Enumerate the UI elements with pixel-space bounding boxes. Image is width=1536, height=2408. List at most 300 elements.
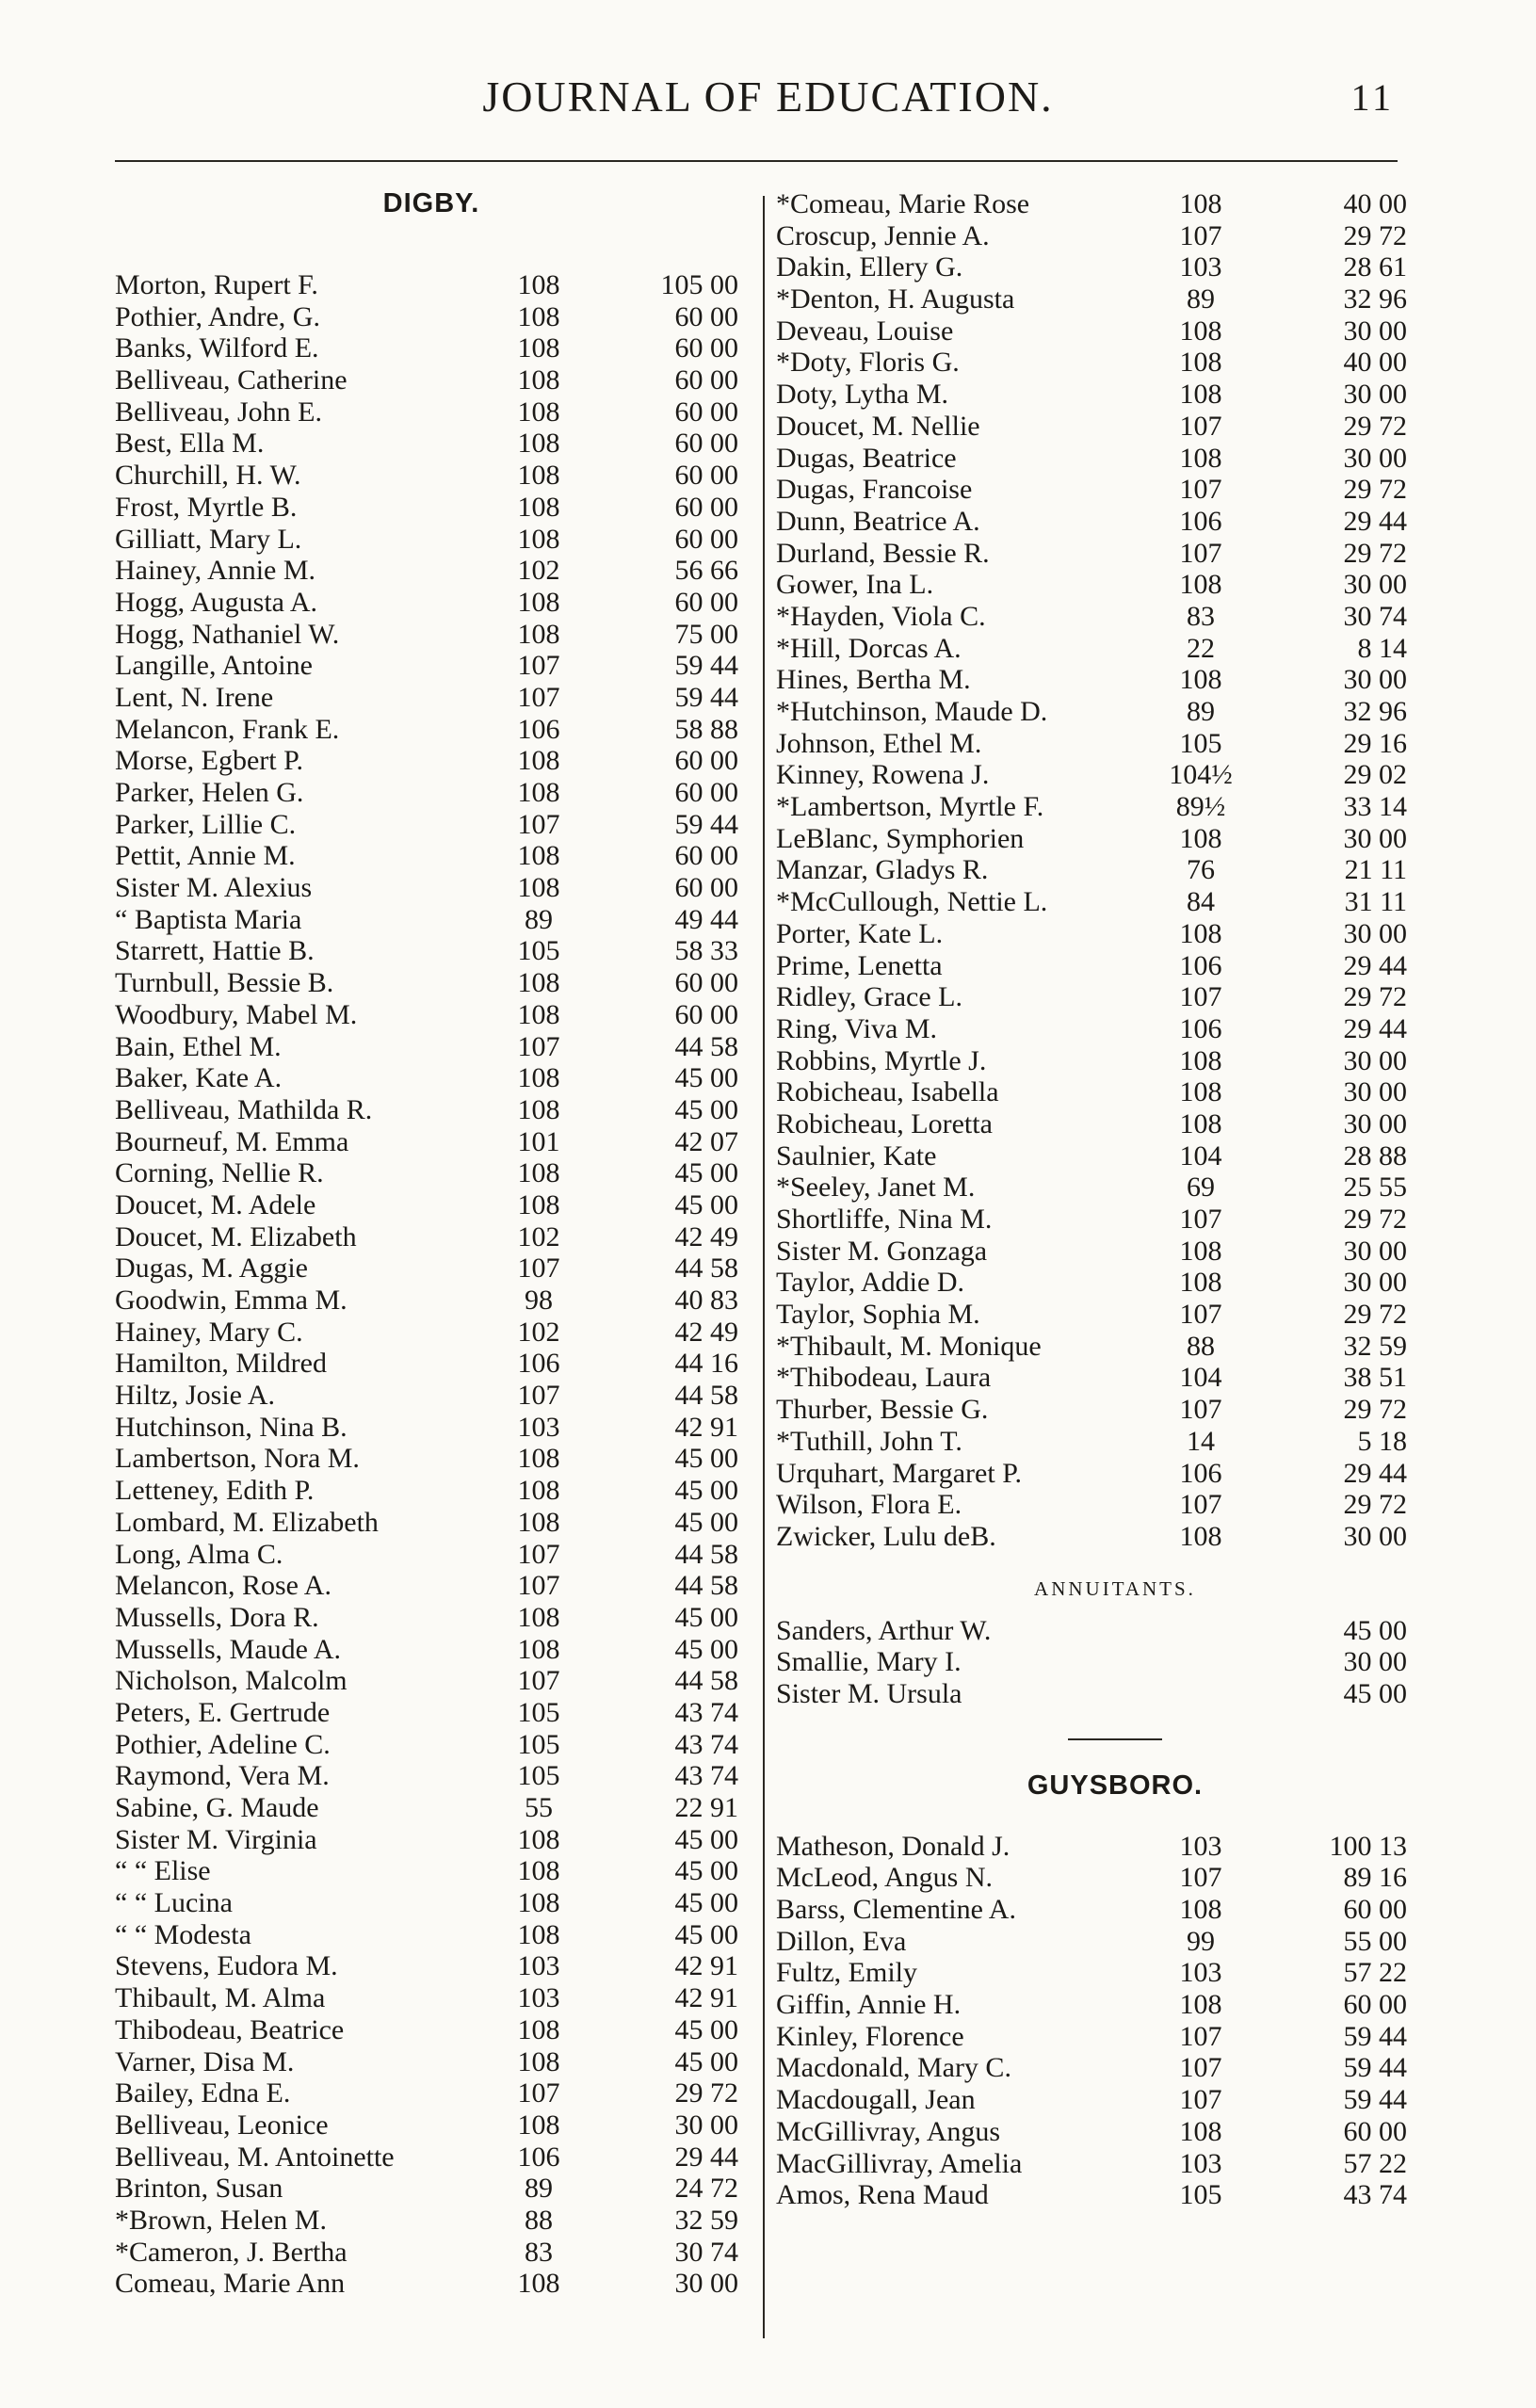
- teacher-name: Gower, Ina L.: [776, 569, 934, 601]
- list-item: [115, 904, 748, 936]
- days-taught: 108: [517, 1633, 560, 1665]
- grant-amount: 40 00: [1343, 188, 1407, 219]
- grant-amount: 5 18: [1357, 1425, 1407, 1457]
- list-item: [115, 555, 748, 587]
- list-item: [776, 1236, 1454, 1268]
- list-item: [115, 1189, 748, 1221]
- teacher-name: Thibodeau, Beatrice: [115, 2013, 345, 2045]
- grant-amount: 45 00: [674, 2013, 738, 2045]
- days-taught: 106: [1179, 949, 1222, 981]
- days-taught: 84: [1187, 886, 1215, 918]
- days-taught: 105: [1179, 727, 1222, 759]
- days-taught: 106: [1179, 505, 1222, 537]
- teacher-name: Deveau, Louise: [776, 315, 954, 347]
- list-item: [115, 777, 748, 809]
- grant-amount: 49 44: [674, 903, 738, 935]
- list-item: [776, 2052, 1454, 2084]
- grant-amount: 59 44: [1343, 2052, 1407, 2084]
- days-taught: 108: [517, 1506, 560, 1538]
- list-item: [115, 269, 748, 301]
- grant-amount: 22 91: [674, 1792, 738, 1823]
- grant-amount: 30 00: [1343, 379, 1407, 411]
- grant-amount: 30 00: [674, 2268, 738, 2300]
- grant-amount: 32 59: [1343, 1330, 1407, 1362]
- annuitants-list: [776, 1615, 1454, 1710]
- teacher-name: Raymond, Vera M.: [115, 1760, 330, 1792]
- days-taught: 107: [1179, 410, 1222, 442]
- teacher-name: Hamilton, Mildred: [115, 1348, 327, 1380]
- grant-amount: 59 44: [674, 650, 738, 682]
- grant-amount: 32 59: [674, 2204, 738, 2236]
- days-taught: 108: [1179, 822, 1222, 854]
- teacher-name: Matheson, Donald J.: [776, 1830, 1011, 1862]
- grant-amount: 45 00: [1343, 1677, 1407, 1709]
- teacher-name: Turnbull, Bessie B.: [115, 967, 334, 999]
- list-item: [115, 492, 748, 524]
- list-item: [776, 633, 1454, 665]
- days-taught: 108: [1179, 1235, 1222, 1267]
- teacher-name: Lambertson, Nora M.: [115, 1443, 360, 1475]
- days-taught: 108: [517, 1918, 560, 1950]
- grant-amount: 40 83: [674, 1285, 738, 1316]
- list-item: [776, 1489, 1454, 1521]
- days-taught: 107: [1179, 1204, 1222, 1235]
- list-item: [776, 347, 1454, 379]
- list-item: [776, 411, 1454, 443]
- days-taught: 55: [525, 1792, 553, 1823]
- days-taught: 107: [1179, 1299, 1222, 1331]
- grant-amount: 28 88: [1343, 1139, 1407, 1172]
- list-item: [115, 587, 748, 619]
- days-taught: 107: [1179, 1489, 1222, 1521]
- teacher-name: Frost, Myrtle B.: [115, 491, 298, 523]
- teacher-name: Lombard, M. Elizabeth: [115, 1506, 379, 1538]
- list-item: [115, 840, 748, 872]
- list-item: [776, 696, 1454, 728]
- grant-amount: 45 00: [1343, 1614, 1407, 1646]
- days-taught: 108: [517, 2045, 560, 2077]
- days-taught: 106: [517, 2141, 560, 2173]
- teacher-name: Brinton, Susan: [115, 2173, 283, 2205]
- list-item: [776, 569, 1454, 601]
- list-item: [115, 396, 748, 428]
- list-item: [115, 1919, 748, 1951]
- list-item: [776, 1394, 1454, 1426]
- teacher-name: Doty, Lytha M.: [776, 379, 949, 411]
- list-item: [776, 1076, 1454, 1108]
- list-item: [776, 188, 1454, 220]
- teacher-name: *Hill, Dorcas A.: [776, 632, 962, 664]
- list-item: [115, 809, 748, 841]
- list-item: [776, 251, 1454, 283]
- list-item: [115, 1507, 748, 1539]
- list-item: [115, 1317, 748, 1349]
- grant-amount: 56 66: [674, 555, 738, 587]
- list-item: [115, 1950, 748, 1982]
- grant-amount: 29 72: [1343, 1489, 1407, 1521]
- days-taught: 105: [517, 1696, 560, 1728]
- grant-amount: 29 72: [1343, 537, 1407, 569]
- days-taught: 104½: [1169, 759, 1233, 791]
- list-item: [776, 981, 1454, 1013]
- days-taught: 107: [517, 1665, 560, 1697]
- days-taught: 102: [517, 555, 560, 587]
- grant-amount: 59 44: [1343, 2084, 1407, 2116]
- grant-amount: 30 00: [1343, 315, 1407, 347]
- list-item: [776, 379, 1454, 411]
- teacher-name: Sabine, G. Maude: [115, 1792, 319, 1823]
- teacher-name: Parker, Helen G.: [115, 777, 304, 808]
- teacher-name: *Thibodeau, Laura: [776, 1362, 992, 1394]
- grant-amount: 29 72: [1343, 981, 1407, 1013]
- days-taught: 108: [517, 840, 560, 872]
- grant-amount: 45 00: [674, 1475, 738, 1507]
- days-taught: 105: [1179, 2179, 1222, 2211]
- days-taught: 107: [1179, 474, 1222, 506]
- list-item: [115, 364, 748, 396]
- teacher-name: Barss, Clementine A.: [776, 1894, 1016, 1925]
- grant-amount: 30 00: [674, 2109, 738, 2141]
- teacher-name: Banks, Wilford E.: [115, 332, 319, 364]
- list-item: [115, 1062, 748, 1094]
- days-taught: 107: [1179, 2020, 1222, 2052]
- grant-amount: 43 74: [674, 1728, 738, 1760]
- teacher-name: Morse, Egbert P.: [115, 745, 303, 777]
- section-title-guysboro: GUYSBORO.: [1027, 1770, 1204, 1801]
- teacher-name: “ Baptista Maria: [115, 903, 302, 935]
- list-item: [776, 1013, 1454, 1045]
- list-item: [776, 506, 1454, 538]
- days-taught: 108: [1179, 1044, 1222, 1076]
- teacher-name: Belliveau, Catherine: [115, 364, 348, 396]
- grant-amount: 29 72: [1343, 410, 1407, 442]
- list-item: [115, 1031, 748, 1063]
- days-taught: 103: [1179, 2147, 1222, 2179]
- days-taught: 89: [1187, 283, 1215, 315]
- list-item: [776, 791, 1454, 823]
- teacher-name: Robicheau, Isabella: [776, 1076, 999, 1108]
- grant-amount: 60 00: [674, 460, 738, 492]
- page-header: [0, 72, 1536, 137]
- days-taught: 83: [525, 2236, 553, 2268]
- teacher-name: Thurber, Bessie G.: [776, 1394, 989, 1426]
- days-taught: 107: [517, 2077, 560, 2109]
- list-item: [776, 1362, 1454, 1394]
- list-item: [115, 2173, 748, 2205]
- grant-amount: 29 72: [1343, 219, 1407, 251]
- list-item: [776, 1957, 1454, 1989]
- teacher-name: Starrett, Hattie B.: [115, 935, 315, 967]
- teacher-name: Manzar, Gladys R.: [776, 854, 989, 886]
- list-item: [776, 918, 1454, 950]
- grant-amount: 60 00: [674, 745, 738, 777]
- days-taught: 102: [517, 1220, 560, 1252]
- teacher-name: Taylor, Sophia M.: [776, 1299, 980, 1331]
- grant-amount: 29 44: [1343, 1012, 1407, 1044]
- teacher-name: Gilliatt, Mary L.: [115, 523, 302, 555]
- teacher-name: Kinley, Florence: [776, 2020, 964, 2052]
- teacher-name: MacGillivray, Amelia: [776, 2147, 1023, 2179]
- days-taught: 107: [1179, 219, 1222, 251]
- teacher-name: *Comeau, Marie Rose: [776, 188, 1030, 219]
- grant-amount: 42 91: [674, 1411, 738, 1443]
- grant-amount: 29 44: [1343, 949, 1407, 981]
- teacher-name: Hainey, Annie M.: [115, 555, 316, 587]
- grant-amount: 40 00: [1343, 347, 1407, 379]
- list-item: [115, 301, 748, 333]
- grant-amount: 30 00: [1343, 1076, 1407, 1108]
- days-taught: 107: [1179, 1862, 1222, 1894]
- teacher-name: Dunn, Beatrice A.: [776, 505, 980, 537]
- list-item: [115, 1887, 748, 1919]
- teacher-name: Belliveau, John E.: [115, 396, 322, 428]
- grant-amount: 29 72: [1343, 474, 1407, 506]
- list-item: [776, 728, 1454, 760]
- teacher-name: *Tuthill, John T.: [776, 1425, 962, 1457]
- days-taught: 108: [517, 777, 560, 808]
- list-item: [776, 474, 1454, 506]
- grant-amount: 58 88: [674, 713, 738, 745]
- days-taught: 108: [517, 332, 560, 364]
- days-taught: 107: [517, 808, 560, 840]
- teacher-name: Doucet, M. Nellie: [776, 410, 980, 442]
- teacher-name: “ “ Elise: [115, 1855, 211, 1887]
- list-item: [776, 1426, 1454, 1458]
- grant-amount: 30 00: [1343, 1235, 1407, 1267]
- teacher-name: Stevens, Eudora M.: [115, 1950, 338, 1982]
- teacher-name: *Cameron, J. Bertha: [115, 2236, 348, 2268]
- grant-amount: 44 58: [674, 1570, 738, 1602]
- days-taught: 108: [1179, 315, 1222, 347]
- days-taught: 108: [517, 618, 560, 650]
- teacher-name: Varner, Disa M.: [115, 2045, 295, 2077]
- grant-amount: 57 22: [1343, 1957, 1407, 1989]
- grant-amount: 45 00: [674, 1506, 738, 1538]
- grant-amount: 60 00: [1343, 2115, 1407, 2147]
- teacher-name: McLeod, Angus N.: [776, 1862, 993, 1894]
- days-taught: 107: [517, 650, 560, 682]
- list-item: [115, 428, 748, 460]
- grant-amount: 29 02: [1343, 759, 1407, 791]
- teacher-name: *Hutchinson, Maude D.: [776, 696, 1048, 727]
- list-item: [776, 1204, 1454, 1236]
- list-item: [115, 1443, 748, 1475]
- teacher-name: Croscup, Jennie A.: [776, 219, 990, 251]
- days-taught: 102: [517, 1316, 560, 1348]
- list-item: [115, 1094, 748, 1126]
- list-item: [115, 967, 748, 999]
- grant-amount: 30 74: [1343, 600, 1407, 632]
- list-item: [115, 1157, 748, 1189]
- grant-amount: 60 00: [674, 840, 738, 872]
- days-taught: 99: [1187, 1925, 1215, 1957]
- grant-amount: 60 00: [674, 872, 738, 904]
- days-taught: 89: [1187, 696, 1215, 727]
- days-taught: 107: [517, 1030, 560, 1062]
- days-taught: 103: [517, 1950, 560, 1982]
- teacher-name: Bourneuf, M. Emma: [115, 1125, 349, 1157]
- grant-amount: 59 44: [674, 808, 738, 840]
- grant-amount: 30 00: [1343, 1520, 1407, 1552]
- grant-amount: 45 00: [674, 1443, 738, 1475]
- teacher-name: Ring, Viva M.: [776, 1012, 937, 1044]
- days-taught: 108: [517, 2268, 560, 2300]
- list-item: [115, 2014, 748, 2046]
- days-taught: 106: [1179, 1457, 1222, 1489]
- grant-amount: 60 00: [674, 428, 738, 460]
- days-taught: 108: [1179, 917, 1222, 949]
- teacher-name: Bailey, Edna E.: [115, 2077, 291, 2109]
- list-item: [776, 538, 1454, 570]
- days-taught: 76: [1187, 854, 1215, 886]
- teacher-name: Doucet, M. Elizabeth: [115, 1220, 357, 1252]
- days-taught: 108: [517, 300, 560, 332]
- teacher-name: Dillon, Eva: [776, 1925, 907, 1957]
- list-item: [115, 1285, 748, 1317]
- journal-title: JOURNAL OF EDUCATION.: [482, 73, 1054, 121]
- days-taught: 101: [517, 1125, 560, 1157]
- teacher-name: Baker, Kate A.: [115, 1062, 283, 1094]
- grant-amount: 30 00: [1343, 1107, 1407, 1139]
- grant-amount: 45 00: [674, 1855, 738, 1887]
- days-taught: 106: [517, 713, 560, 745]
- days-taught: 106: [517, 1348, 560, 1380]
- teacher-name: Corning, Nellie R.: [115, 1157, 324, 1189]
- grant-amount: 30 00: [1343, 917, 1407, 949]
- list-item: [776, 950, 1454, 982]
- teacher-name: Johnson, Ethel M.: [776, 727, 982, 759]
- days-taught: 103: [1179, 1830, 1222, 1862]
- list-item: [115, 619, 748, 651]
- list-item: [115, 872, 748, 904]
- grant-amount: 75 00: [674, 618, 738, 650]
- list-item: [115, 1697, 748, 1729]
- teacher-name: Letteney, Edith P.: [115, 1475, 315, 1507]
- teacher-name: Ridley, Grace L.: [776, 981, 962, 1013]
- days-taught: 107: [1179, 2084, 1222, 2116]
- list-item: [115, 332, 748, 364]
- teacher-name: Nicholson, Malcolm: [115, 1665, 348, 1697]
- list-item: [115, 1824, 748, 1856]
- grant-amount: 25 55: [1343, 1172, 1407, 1204]
- teacher-name: *Brown, Helen M.: [115, 2204, 327, 2236]
- teacher-name: Sister M. Alexius: [115, 872, 313, 904]
- teacher-name: Dakin, Ellery G.: [776, 251, 963, 283]
- grant-amount: 60 00: [674, 777, 738, 808]
- grant-amount: 30 74: [674, 2236, 738, 2268]
- grant-amount: 31 11: [1344, 886, 1407, 918]
- days-taught: 108: [1179, 2115, 1222, 2147]
- grant-amount: 29 72: [1343, 1299, 1407, 1331]
- days-taught: 108: [517, 523, 560, 555]
- list-item: [115, 2141, 748, 2174]
- teacher-name: Hines, Bertha M.: [776, 664, 971, 696]
- teacher-name: Porter, Kate L.: [776, 917, 944, 949]
- teacher-name: Dugas, Francoise: [776, 474, 973, 506]
- grant-amount: 29 44: [1343, 505, 1407, 537]
- header-rule: [115, 160, 1398, 162]
- days-taught: 108: [517, 1062, 560, 1094]
- days-taught: 108: [1179, 188, 1222, 219]
- days-taught: 108: [517, 872, 560, 904]
- days-taught: 108: [517, 1443, 560, 1475]
- list-item: [776, 1989, 1454, 2021]
- list-item: [776, 759, 1454, 791]
- grant-amount: 60 00: [1343, 1894, 1407, 1925]
- grant-amount: 29 44: [674, 2141, 738, 2173]
- teacher-name: Macdonald, Mary C.: [776, 2052, 1011, 2084]
- days-taught: 107: [517, 1570, 560, 1602]
- grant-amount: 8 14: [1357, 632, 1407, 664]
- grant-amount: 30 00: [1343, 664, 1407, 696]
- list-item: [115, 1729, 748, 1761]
- grant-amount: 60 00: [674, 491, 738, 523]
- grant-amount: 45 00: [674, 2045, 738, 2077]
- days-taught: 105: [517, 935, 560, 967]
- days-taught: 108: [1179, 1989, 1222, 2021]
- days-taught: 107: [1179, 537, 1222, 569]
- list-item: [115, 999, 748, 1031]
- list-item: [115, 1412, 748, 1444]
- digby-list-continued: [776, 188, 1454, 1553]
- teacher-name: Dugas, Beatrice: [776, 442, 957, 474]
- days-taught: 103: [517, 1411, 560, 1443]
- days-taught: 108: [1179, 1076, 1222, 1108]
- list-item: [776, 1108, 1454, 1140]
- days-taught: 14: [1187, 1425, 1215, 1457]
- section-title-digby: DIGBY.: [382, 188, 480, 218]
- teacher-name: Churchill, H. W.: [115, 460, 301, 492]
- days-taught: 107: [1179, 981, 1222, 1013]
- list-item: [776, 1140, 1454, 1172]
- days-taught: 105: [517, 1760, 560, 1792]
- days-taught: 108: [517, 1188, 560, 1220]
- column-divider: [763, 196, 765, 2338]
- list-item: [776, 854, 1454, 886]
- list-item: [776, 1646, 1454, 1678]
- grant-amount: 43 74: [674, 1696, 738, 1728]
- days-taught: 107: [517, 1252, 560, 1285]
- teacher-name: *Denton, H. Augusta: [776, 283, 1015, 315]
- list-item: [776, 1267, 1454, 1299]
- grant-amount: 29 16: [1343, 727, 1407, 759]
- teacher-name: Robbins, Myrtle J.: [776, 1044, 987, 1076]
- grant-amount: 43 74: [1343, 2179, 1407, 2211]
- days-taught: 89½: [1175, 791, 1226, 823]
- list-item: [115, 1475, 748, 1507]
- list-item: [776, 1331, 1454, 1363]
- teacher-name: Mussells, Maude A.: [115, 1633, 341, 1665]
- days-taught: 108: [517, 1475, 560, 1507]
- grant-amount: 30 00: [1343, 822, 1407, 854]
- teacher-name: *Hayden, Viola C.: [776, 600, 986, 632]
- grant-amount: 44 58: [674, 1538, 738, 1570]
- days-taught: 98: [525, 1285, 553, 1316]
- days-taught: 108: [1179, 569, 1222, 601]
- teacher-name: Smallie, Mary I.: [776, 1646, 962, 1678]
- list-item: [115, 1760, 748, 1792]
- teacher-name: “ “ Modesta: [115, 1918, 251, 1950]
- list-item: [776, 1926, 1454, 1958]
- list-item: [776, 1521, 1454, 1553]
- teacher-name: Hainey, Mary C.: [115, 1316, 303, 1348]
- teacher-name: Belliveau, M. Antoinette: [115, 2141, 395, 2173]
- grant-amount: 60 00: [674, 396, 738, 428]
- list-item: [776, 1458, 1454, 1490]
- grant-amount: 21 11: [1344, 854, 1407, 886]
- days-taught: 108: [517, 2013, 560, 2045]
- grant-amount: 29 44: [1343, 1457, 1407, 1489]
